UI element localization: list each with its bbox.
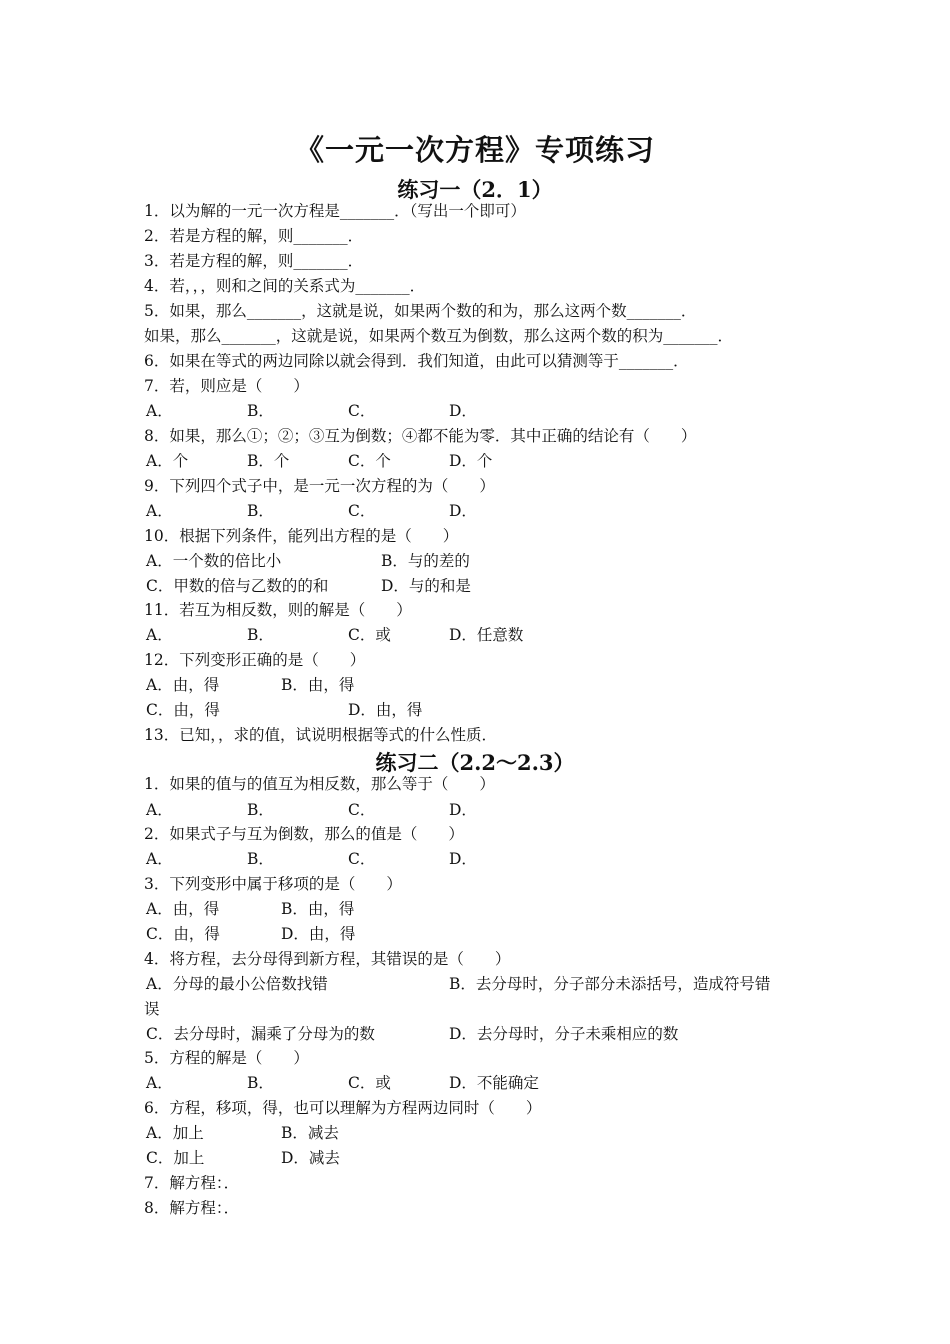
s1-q8-option-d: D．个 (449, 452, 493, 470)
s1-q8-option-a: A．个 (146, 452, 189, 470)
s2-q6-option-a: A．加上 (146, 1124, 204, 1142)
s2-q2-option-b: B． (247, 850, 274, 868)
s2-q1-option-b: B． (247, 801, 274, 819)
s2-q5-option-b: B． (247, 1074, 274, 1092)
s1-q10-option-c: C．甲数的倍与乙数的的和 (146, 577, 329, 595)
s2-question-1: 1．如果的值与的值互为相反数，那么等于（ ） (144, 775, 495, 793)
s1-question-7: 7．若，则应是（ ） (144, 377, 309, 395)
s1-q9-option-d: D． (449, 502, 477, 520)
s2-q6-option-c: C．加上 (146, 1149, 205, 1167)
s1-question-11: 11．若互为相反数，则的解是（ ） (144, 601, 412, 619)
s1-q12-option-c: C．由，得 (146, 701, 220, 719)
s1-question-9: 9．下列四个式子中，是一元一次方程的为（ ） (144, 477, 495, 495)
s1-q11-option-d: D．任意数 (449, 626, 524, 644)
s1-q8-option-c: C．个 (348, 452, 391, 470)
s1-q7-option-a: A． (146, 402, 173, 420)
s1-q9-option-a: A． (146, 502, 173, 520)
s2-q1-option-d: D． (449, 801, 477, 819)
s1-question-12: 12．下列变形正确的是（ ） (144, 651, 366, 669)
s2-q2-option-d: D． (449, 850, 477, 868)
s1-question-5a: 5．如果，那么_______，这就是说，如果两个数的和为，那么这两个数_______． (144, 302, 697, 320)
s2-q3-option-b: B．由，得 (281, 900, 355, 918)
s2-question-2: 2．如果式子与互为倒数，那么的值是（ ） (144, 825, 464, 843)
s2-q2-option-c: C． (348, 850, 376, 868)
s2-q5-option-d: D．不能确定 (449, 1074, 539, 1092)
s1-q10-option-d: D．与的和是 (381, 577, 471, 595)
s1-question-2: 2．若是方程的解，则_______． (144, 227, 364, 245)
s1-question-1: 1．以为解的一元一次方程是_______．（写出一个即可） (144, 202, 526, 220)
s1-question-13: 13．已知，，求的值，试说明根据等式的什么性质． (144, 726, 497, 744)
section-2-heading: 练习二（2.2～2.3） (375, 750, 575, 775)
s1-question-8: 8．如果，那么①；②；③互为倒数；④都不能为零．其中正确的结论有（ ） (144, 427, 697, 445)
s1-q10-option-a: A．一个数的倍比小 (146, 552, 282, 570)
s2-question-5: 5．方程的解是（ ） (144, 1049, 309, 1067)
s1-q11-option-b: B． (247, 626, 274, 644)
s2-q1-option-a: A． (146, 801, 173, 819)
s1-question-4: 4．若，，，则和之间的关系式为_______． (144, 277, 426, 295)
s1-q11-option-a: A． (146, 626, 173, 644)
s2-q4-option-d: D．去分母时，分子未乘相应的数 (449, 1025, 679, 1043)
s2-q4-option-b-wrap: 误 (144, 1000, 160, 1018)
s1-question-6: 6．如果在等式的两边同除以就会得到．我们知道，由此可以猜测等于_______． (144, 352, 689, 370)
s1-q9-option-b: B． (247, 502, 274, 520)
document-title: 《一元一次方程》专项练习 (294, 133, 655, 167)
s2-q1-option-c: C． (348, 801, 376, 819)
s1-q11-option-c: C．或 (348, 626, 391, 644)
s1-question-5b: 如果，那么_______，这就是说，如果两个数互为倒数，那么这两个数的积为_______． (144, 327, 734, 345)
s1-question-10: 10．根据下列条件，能列出方程的是（ ） (144, 527, 459, 545)
s1-question-3: 3．若是方程的解，则_______． (144, 252, 364, 270)
s1-q12-option-a: A．由，得 (146, 676, 220, 694)
s2-question-7: 7．解方程：． (144, 1174, 240, 1192)
s1-q12-option-b: B．由，得 (281, 676, 355, 694)
s2-q4-option-b: B．去分母时，分子部分未添括号，造成符号错 (449, 975, 771, 993)
s1-q9-option-c: C． (348, 502, 376, 520)
s2-q6-option-d: D．减去 (281, 1149, 340, 1167)
s2-q3-option-c: C．由，得 (146, 925, 220, 943)
s2-question-4: 4．将方程，去分母得到新方程，其错误的是（ ） (144, 950, 511, 968)
s2-q3-option-d: D．由，得 (281, 925, 356, 943)
s1-q7-option-d: D． (449, 402, 477, 420)
s2-question-6: 6．方程，移项，得，也可以理解为方程两边同时（ ） (144, 1099, 542, 1117)
s2-q4-option-a: A．分母的最小公倍数找错 (146, 975, 328, 993)
s1-q8-option-b: B．个 (247, 452, 290, 470)
s1-q12-option-d: D．由，得 (348, 701, 423, 719)
s1-q10-option-b: B．与的差的 (381, 552, 470, 570)
s2-q4-option-c: C．去分母时，漏乘了分母为的数 (146, 1025, 375, 1043)
s2-q5-option-a: A． (146, 1074, 173, 1092)
s2-q5-option-c: C．或 (348, 1074, 391, 1092)
s2-question-3: 3．下列变形中属于移项的是（ ） (144, 875, 402, 893)
s2-q3-option-a: A．由，得 (146, 900, 220, 918)
s2-question-8: 8．解方程：． (144, 1199, 240, 1217)
s2-q6-option-b: B．减去 (281, 1124, 339, 1142)
s1-q7-option-c: C． (348, 402, 376, 420)
s2-q2-option-a: A． (146, 850, 173, 868)
section-1-heading: 练习一（2．1） (397, 177, 553, 202)
s1-q7-option-b: B． (247, 402, 274, 420)
